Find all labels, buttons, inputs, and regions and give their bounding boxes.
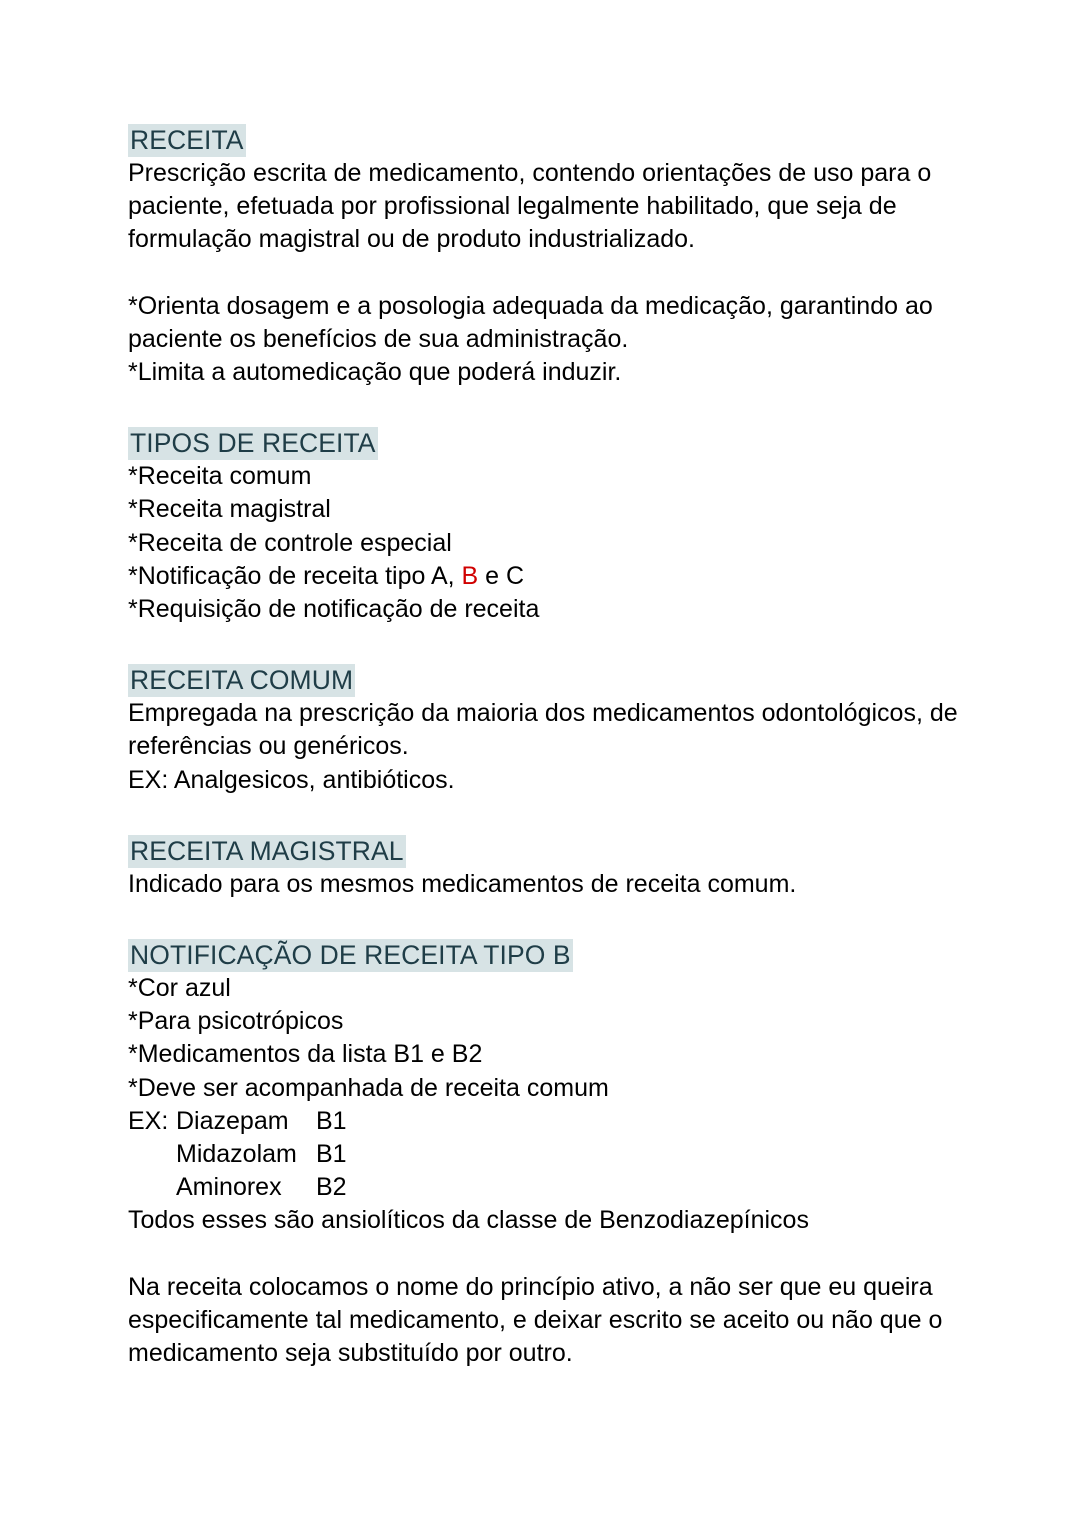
examples-table [128,1105,347,1205]
heading-notificacao-receita-tipo-b [128,939,958,972]
bullet-cor-azul: *Cor azul [128,974,231,1003]
examples-label: EX: [128,1106,169,1135]
heading-receita-comum-text: RECEITA COMUM [130,665,354,696]
heading-notificacao-receita-tipo-b-text: NOTIFICAÇÃO DE RECEITA TIPO B [130,940,571,971]
heading-tipos-de-receita-text: TIPOS DE RECEITA [130,428,376,459]
footnote-benzodiazepinicos: Todos esses são ansiolíticos da classe de Benzodiazepínicos [128,1206,809,1235]
example-receita-comum: EX: Analgesicos, antibióticos. [128,765,455,794]
heading-receita-comum [128,664,958,697]
table-row [128,1105,347,1138]
heading-receita-magistral [128,835,958,868]
paragraph-receita-magistral: Indicado para os mesmos medicamentos de receita comum. [128,869,797,898]
list-item-notificacao-receita-tipos [128,560,958,593]
paragraph-receita-orienta: *Orienta dosagem e a posologia adequada da medicação, garantindo ao paciente os benefícios de sua administração. [128,291,933,353]
list-item-receita-controle-especial: *Receita de controle especial [128,528,452,557]
spacer [128,901,958,939]
spacer [128,1238,958,1271]
heading-receita-magistral-text: RECEITA MAGISTRAL [130,835,404,866]
bullet-lista-b1-b2: *Medicamentos da lista B1 e B2 [128,1040,483,1069]
spacer [128,257,958,290]
list-item-receita-magistral: *Receita magistral [128,495,331,524]
examples-label-empty [128,1171,176,1204]
examples-label-empty [128,1138,176,1171]
example-drug-name: Aminorex [176,1173,282,1202]
bullet-acompanhada-receita-comum: *Deve ser acompanhada de receita comum [128,1073,609,1102]
list-item-requisicao-notificacao: *Requisição de notificação de receita [128,595,540,624]
document-body [128,124,958,1370]
paragraph-receita-definicao: Prescrição escrita de medicamento, contendo orientações de uso para o paciente, efetuada por profissional legalmente habilitado, que seja de formulação magistral ou de produto industrializado. [128,159,932,254]
example-drug-list: B2 [316,1173,347,1202]
notificacao-prefix: *Notificação de receita tipo A, [128,561,462,590]
notificacao-suffix: e C [478,561,525,590]
paragraph-receita-comum: Empregada na prescrição da maioria dos medicamentos odontológicos, de referências ou genéricos. [128,699,958,761]
list-item-receita-comum: *Receita comum [128,462,312,491]
heading-receita [128,124,958,157]
spacer [128,626,958,664]
bullet-para-psicotropicos: *Para psicotrópicos [128,1007,344,1036]
example-drug-list: B1 [316,1140,347,1169]
spacer [128,389,958,427]
paragraph-receita-limita: *Limita a automedicação que poderá induzir. [128,358,622,387]
paragraph-nota-final: Na receita colocamos o nome do princípio ativo, a não ser que eu queira especificamente tal medicamento, e deixar escrito se aceito ou não que o medicamento seja substituído por outro. [128,1272,943,1368]
example-drug-list: B1 [316,1106,347,1135]
example-drug-name: Midazolam [176,1140,297,1169]
table-row [128,1138,347,1171]
heading-receita-text: RECEITA [130,125,244,155]
table-row [128,1171,347,1204]
heading-tipos-de-receita [128,427,958,460]
notificacao-tipo-b-accent: B [461,561,479,590]
spacer [128,797,958,835]
example-drug-name: Diazepam [176,1106,289,1135]
